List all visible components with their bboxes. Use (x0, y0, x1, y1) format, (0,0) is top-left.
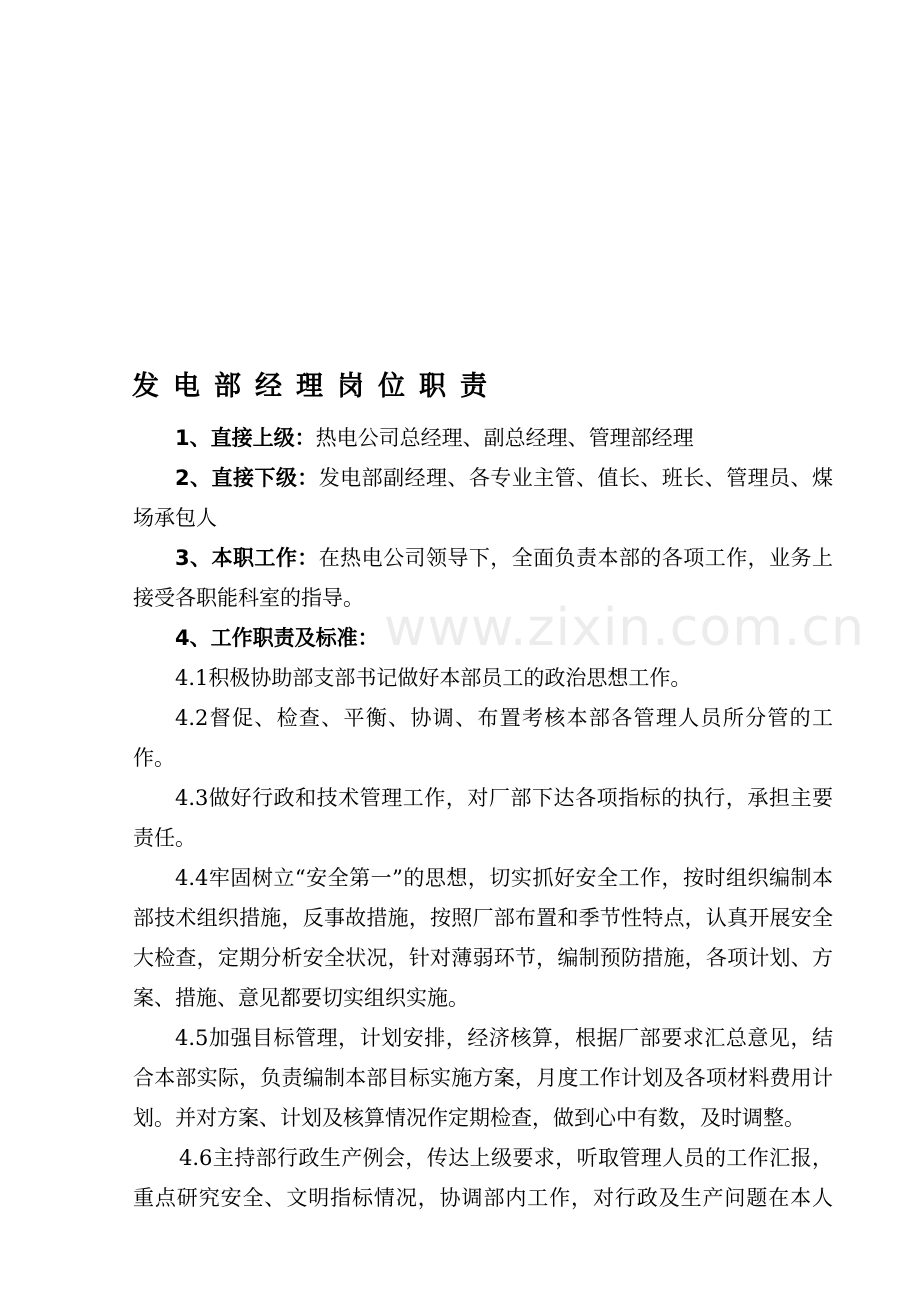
list-item: 4.3做好行政和技术管理工作，对厂部下达各项指标的执行，承担主要责任。 (133, 786, 833, 850)
section-lead: 4、工作职责及标准： (175, 626, 379, 650)
section-lead: 1、直接上级： (175, 426, 316, 450)
list-item: 4.4牢固树立“安全第一”的思想，切实抓好安全工作，按时组织编制本部技术组织措施，反事故措施，按照厂部布置和季节性特点，认真开展安全大检查，定期分析安全状况，针对薄弱环节，编制预防措施，各项计划、方案、措施、意见都要切实组织实施。 (133, 866, 833, 1010)
watermark: www.zixin.com.cn (384, 598, 865, 658)
section-lead: 3、本职工作： (175, 546, 319, 570)
list-item: 4.1积极协助部支部书记做好本部员工的政治思想工作。 (175, 666, 692, 690)
section-superior (133, 418, 833, 458)
section-text: 在热电公司领导下，全面负责本部的各项工作，业务上接受各职能科室的指导。 (133, 546, 833, 610)
section-text: 发电部副经理、各专业主管、值长、班长、管理员、煤场承包人 (133, 466, 833, 530)
section-duty (133, 538, 833, 618)
document-body (133, 418, 833, 1218)
page-title: 发电部经理岗位职责 (132, 371, 501, 402)
list-item: 4.2督促、检查、平衡、协调、布置考核本部各管理人员所分管的工作。 (133, 706, 833, 770)
list-item: 4.6主持部行政生产例会，传达上级要求，听取管理人员的工作汇报，重点研究安全、文明指标情况，协调部内工作，对行政及生产问题在本人 (133, 1146, 833, 1210)
list-item: 4.5加强目标管理，计划安排，经济核算，根据厂部要求汇总意见，结合本部实际，负责编制本部目标实施方案，月度工作计划及各项材料费用计划。并对方案、计划及核算情况作定期检查，做到心中有数，及时调整。 (133, 1026, 833, 1130)
section-subordinate (133, 458, 833, 538)
section-lead: 2、直接下级： (175, 466, 319, 490)
section-text: 热电公司总经理、副总经理、管理部经理 (315, 426, 694, 450)
section-responsibilities (133, 618, 833, 658)
